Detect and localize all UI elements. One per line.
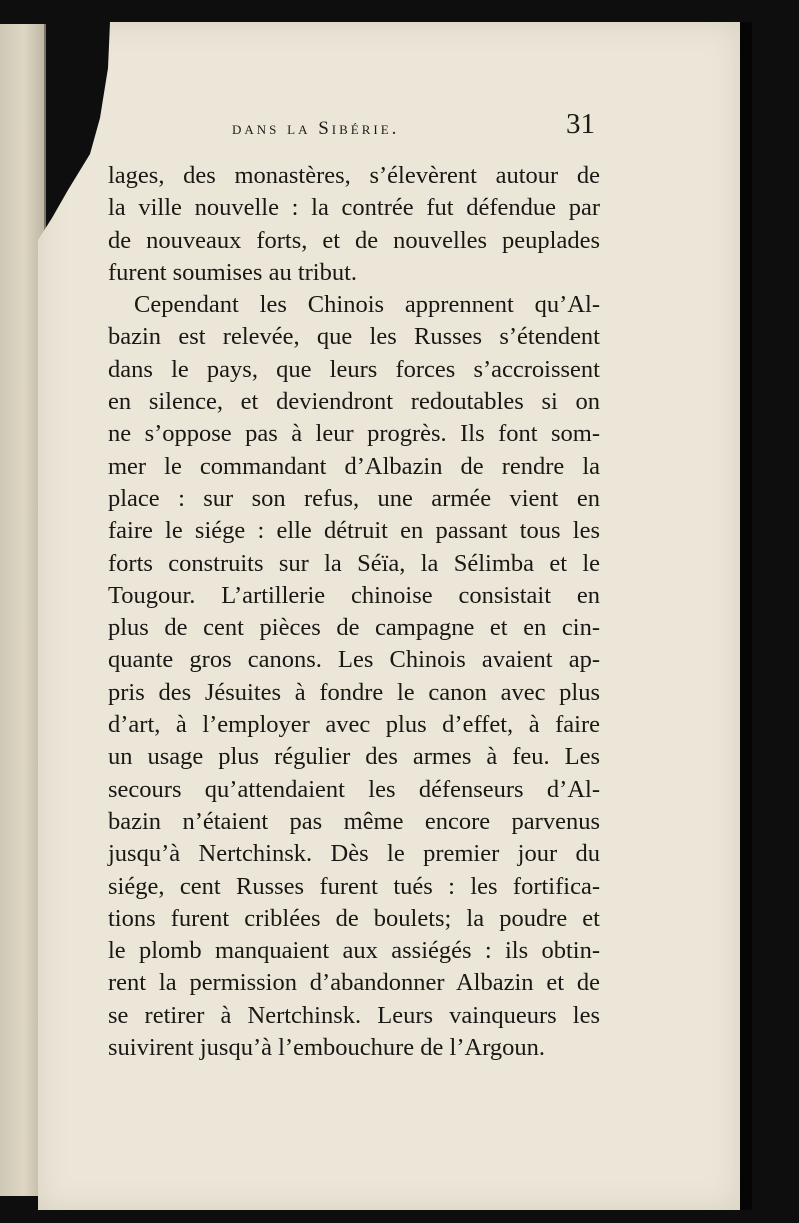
text-line: place : sur son refus, une armée vient en	[108, 484, 600, 512]
text-line: secours qu’attendaient les défenseurs d’Al-	[108, 775, 600, 803]
text-line: suivirent jusqu’à l’embouchure de l’Argoun.	[108, 1034, 546, 1062]
text-line: bazin n’étaient pas même encore parvenus	[108, 807, 600, 835]
text-line: ne s’oppose pas à leur progrès. Ils font som-	[108, 420, 600, 448]
text-line: le plomb manquaient aux assiégés : ils obtin-	[108, 937, 600, 965]
text-line: forts construits sur la Séïa, la Sélimba et le	[108, 549, 600, 577]
page-number: 31	[566, 108, 595, 140]
text-line: siége, cent Russes furent tués : les fortifica-	[108, 872, 600, 900]
page-header	[232, 116, 602, 148]
running-head: dans la Sibérie.	[232, 118, 400, 139]
text-line: de nouveaux forts, et de nouvelles peuplades	[108, 226, 600, 254]
text-line: pris des Jésuites à fondre le canon avec plus	[108, 678, 600, 706]
body-text	[108, 160, 600, 1064]
text-line: furent soumises au tribut.	[108, 258, 358, 286]
text-line: Cependant les Chinois apprennent qu’Al-	[134, 291, 600, 319]
text-line: faire le siége : elle détruit en passant tous les	[108, 517, 600, 545]
text-line: bazin est relevée, que les Russes s’étendent	[108, 323, 600, 351]
text-line: en silence, et deviendront redoutables si on	[108, 388, 600, 416]
text-line: tions furent criblées de boulets; la poudre et	[108, 904, 600, 932]
text-line: se retirer à Nertchinsk. Leurs vainqueurs les	[108, 1001, 600, 1029]
text-line: la ville nouvelle : la contrée fut défendue par	[108, 194, 600, 222]
text-line: lages, des monastères, s’élevèrent autour de	[108, 162, 600, 189]
text-line: un usage plus régulier des armes à feu. Les	[108, 743, 600, 771]
page-edge-shadow	[740, 22, 752, 1210]
text-line: d’art, à l’employer avec plus d’effet, à faire	[108, 711, 600, 739]
text-line: jusqu’à Nertchinsk. Dès le premier jour du	[108, 840, 600, 868]
text-line: Tougour. L’artillerie chinoise consistait en	[108, 581, 600, 609]
text-line: dans le pays, que leurs forces s’accroissent	[108, 355, 600, 383]
text-line: plus de cent pièces de campagne et en cin-	[108, 614, 600, 642]
text-line: rent la permission d’abandonner Albazin et de	[108, 969, 600, 997]
text-line: quante gros canons. Les Chinois avaient ap-	[108, 646, 600, 674]
text-line: mer le commandant d’Albazin de rendre la	[108, 452, 600, 480]
